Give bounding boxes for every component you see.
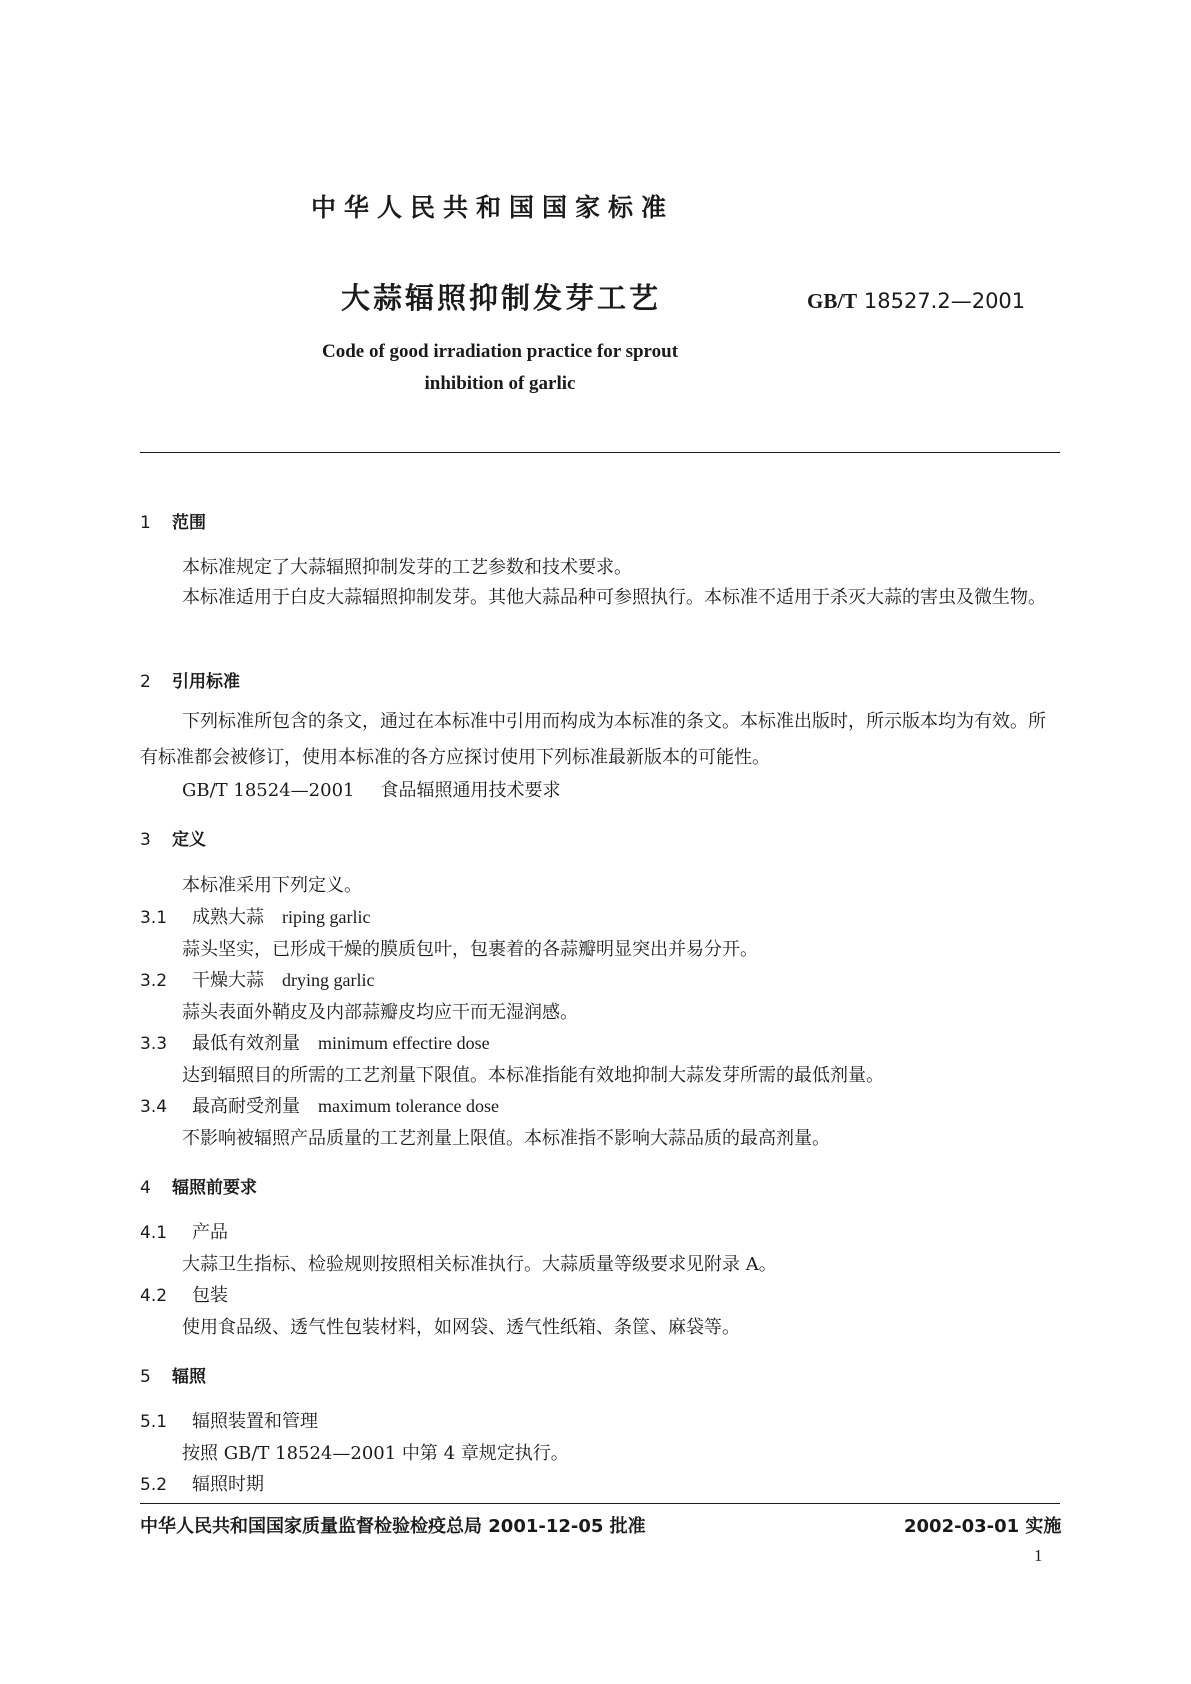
approval-line: 中华人民共和国国家质量监督检验检疫总局 2001-12-05 批准 <box>140 1516 646 1537</box>
subsection-4-2 <box>140 1281 228 1307</box>
page-number: 1 <box>1034 1546 1043 1565</box>
reference-title: 食品辐照通用技术要求 <box>380 780 561 801</box>
section-2-reference <box>182 776 560 802</box>
section-4-title: 辐照前要求 <box>172 1178 257 1198</box>
subsection-5-2-number: 5.2 <box>140 1475 168 1495</box>
definition-3-1-number: 3.1 <box>140 908 168 928</box>
section-4-number: 4 <box>140 1178 151 1198</box>
reference-code: GB/T 18524—2001 <box>182 780 355 801</box>
subsection-4-1-title: 产品 <box>192 1222 228 1243</box>
subsection-4-1 <box>140 1218 228 1244</box>
section-5-heading <box>140 1362 206 1387</box>
section-4-heading <box>140 1173 257 1198</box>
standard-code-prefix: GB/T <box>807 289 858 313</box>
definition-3-4-term: 最高耐受剂量 <box>192 1096 300 1117</box>
section-3-title: 定义 <box>172 830 206 850</box>
subsection-4-1-number: 4.1 <box>140 1223 168 1243</box>
subsection-5-2-title: 辐照时期 <box>192 1474 264 1495</box>
section-1-paragraph-1: 本标准规定了大蒜辐照抑制发芽的工艺参数和技术要求。 <box>182 557 632 578</box>
subsection-4-2-number: 4.2 <box>140 1286 168 1306</box>
definition-3-1-term: 成熟大蒜 <box>192 907 264 928</box>
section-2-heading <box>140 667 240 692</box>
subsection-5-2 <box>140 1470 264 1496</box>
section-1-title: 范围 <box>172 513 206 533</box>
definition-3-2-term: 干燥大蒜 <box>192 970 264 991</box>
section-1-paragraph-2: 本标准适用于白皮大蒜辐照抑制发芽。其他大蒜品种可参照执行。本标准不适用于杀灭大蒜的害虫及微生物。 <box>182 587 1046 608</box>
standard-code <box>807 289 1025 314</box>
definition-3-3-term: 最低有效剂量 <box>192 1033 300 1054</box>
definition-3-3 <box>140 1029 490 1055</box>
definition-3-3-number: 3.3 <box>140 1034 168 1054</box>
definition-3-3-text: 达到辐照目的所需的工艺剂量下限值。本标准指能有效地抑制大蒜发芽所需的最低剂量。 <box>182 1065 884 1086</box>
definition-3-4-number: 3.4 <box>140 1097 168 1117</box>
definition-3-4 <box>140 1092 499 1118</box>
definition-3-2 <box>140 966 374 992</box>
subsection-5-1-text: 按照 GB/T 18524—2001 中第 4 章规定执行。 <box>182 1443 569 1464</box>
document-title: 大蒜辐照抑制发芽工艺 <box>341 281 662 315</box>
section-3-heading <box>140 825 206 850</box>
subsection-5-1-number: 5.1 <box>140 1412 168 1432</box>
standard-title: 中华人民共和国国家标准 <box>311 193 675 222</box>
section-3-number: 3 <box>140 830 151 850</box>
definition-3-1-english: riping garlic <box>282 907 371 927</box>
effective-date: 2002-03-01 实施 <box>904 1516 1062 1537</box>
definition-3-4-text: 不影响被辐照产品质量的工艺剂量上限值。本标准指不影响大蒜品质的最高剂量。 <box>182 1128 830 1149</box>
definition-3-2-text: 蒜头表面外鞘皮及内部蒜瓣皮均应干而无湿润感。 <box>182 1002 578 1023</box>
definition-3-2-english: drying garlic <box>282 970 375 990</box>
definition-3-1 <box>140 903 370 929</box>
definition-3-4-english: maximum tolerance dose <box>318 1096 499 1116</box>
footer-divider <box>140 1503 1060 1504</box>
subsection-4-1-text: 大蒜卫生指标、检验规则按照相关标准执行。大蒜质量等级要求见附录 A。 <box>182 1254 777 1275</box>
standard-code-number: 18527.2—2001 <box>863 289 1026 313</box>
subsection-4-2-text: 使用食品级、透气性包装材料，如网袋、透气性纸箱、条筐、麻袋等。 <box>182 1317 740 1338</box>
subsection-5-1-title: 辐照装置和管理 <box>192 1411 318 1432</box>
subsection-4-2-title: 包装 <box>192 1285 228 1306</box>
english-title: Code of good irradiation practice for sprout inhibition of garlic <box>321 341 679 394</box>
section-1-heading <box>140 508 206 533</box>
section-2-number: 2 <box>140 672 151 692</box>
definition-3-3-english: minimum effectire dose <box>318 1033 490 1053</box>
definition-3-2-number: 3.2 <box>140 971 168 991</box>
section-5-number: 5 <box>140 1367 151 1387</box>
section-2-paragraph-1: 下列标准所包含的条文，通过在本标准中引用而构成为本标准的条文。本标准出版时，所示版本均为有效。所有标准都会被修订，使用本标准的各方应探讨使用下列标准最新版本的可能性。 <box>140 711 1046 768</box>
section-3-intro: 本标准采用下列定义。 <box>182 875 362 896</box>
section-1-number: 1 <box>140 513 151 533</box>
subsection-5-1 <box>140 1407 318 1433</box>
definition-3-1-text: 蒜头坚实，已形成干燥的膜质包叶，包裹着的各蒜瓣明显突出并易分开。 <box>182 939 758 960</box>
section-5-title: 辐照 <box>172 1367 206 1387</box>
section-2-title: 引用标准 <box>172 672 240 692</box>
header-divider <box>140 452 1060 453</box>
